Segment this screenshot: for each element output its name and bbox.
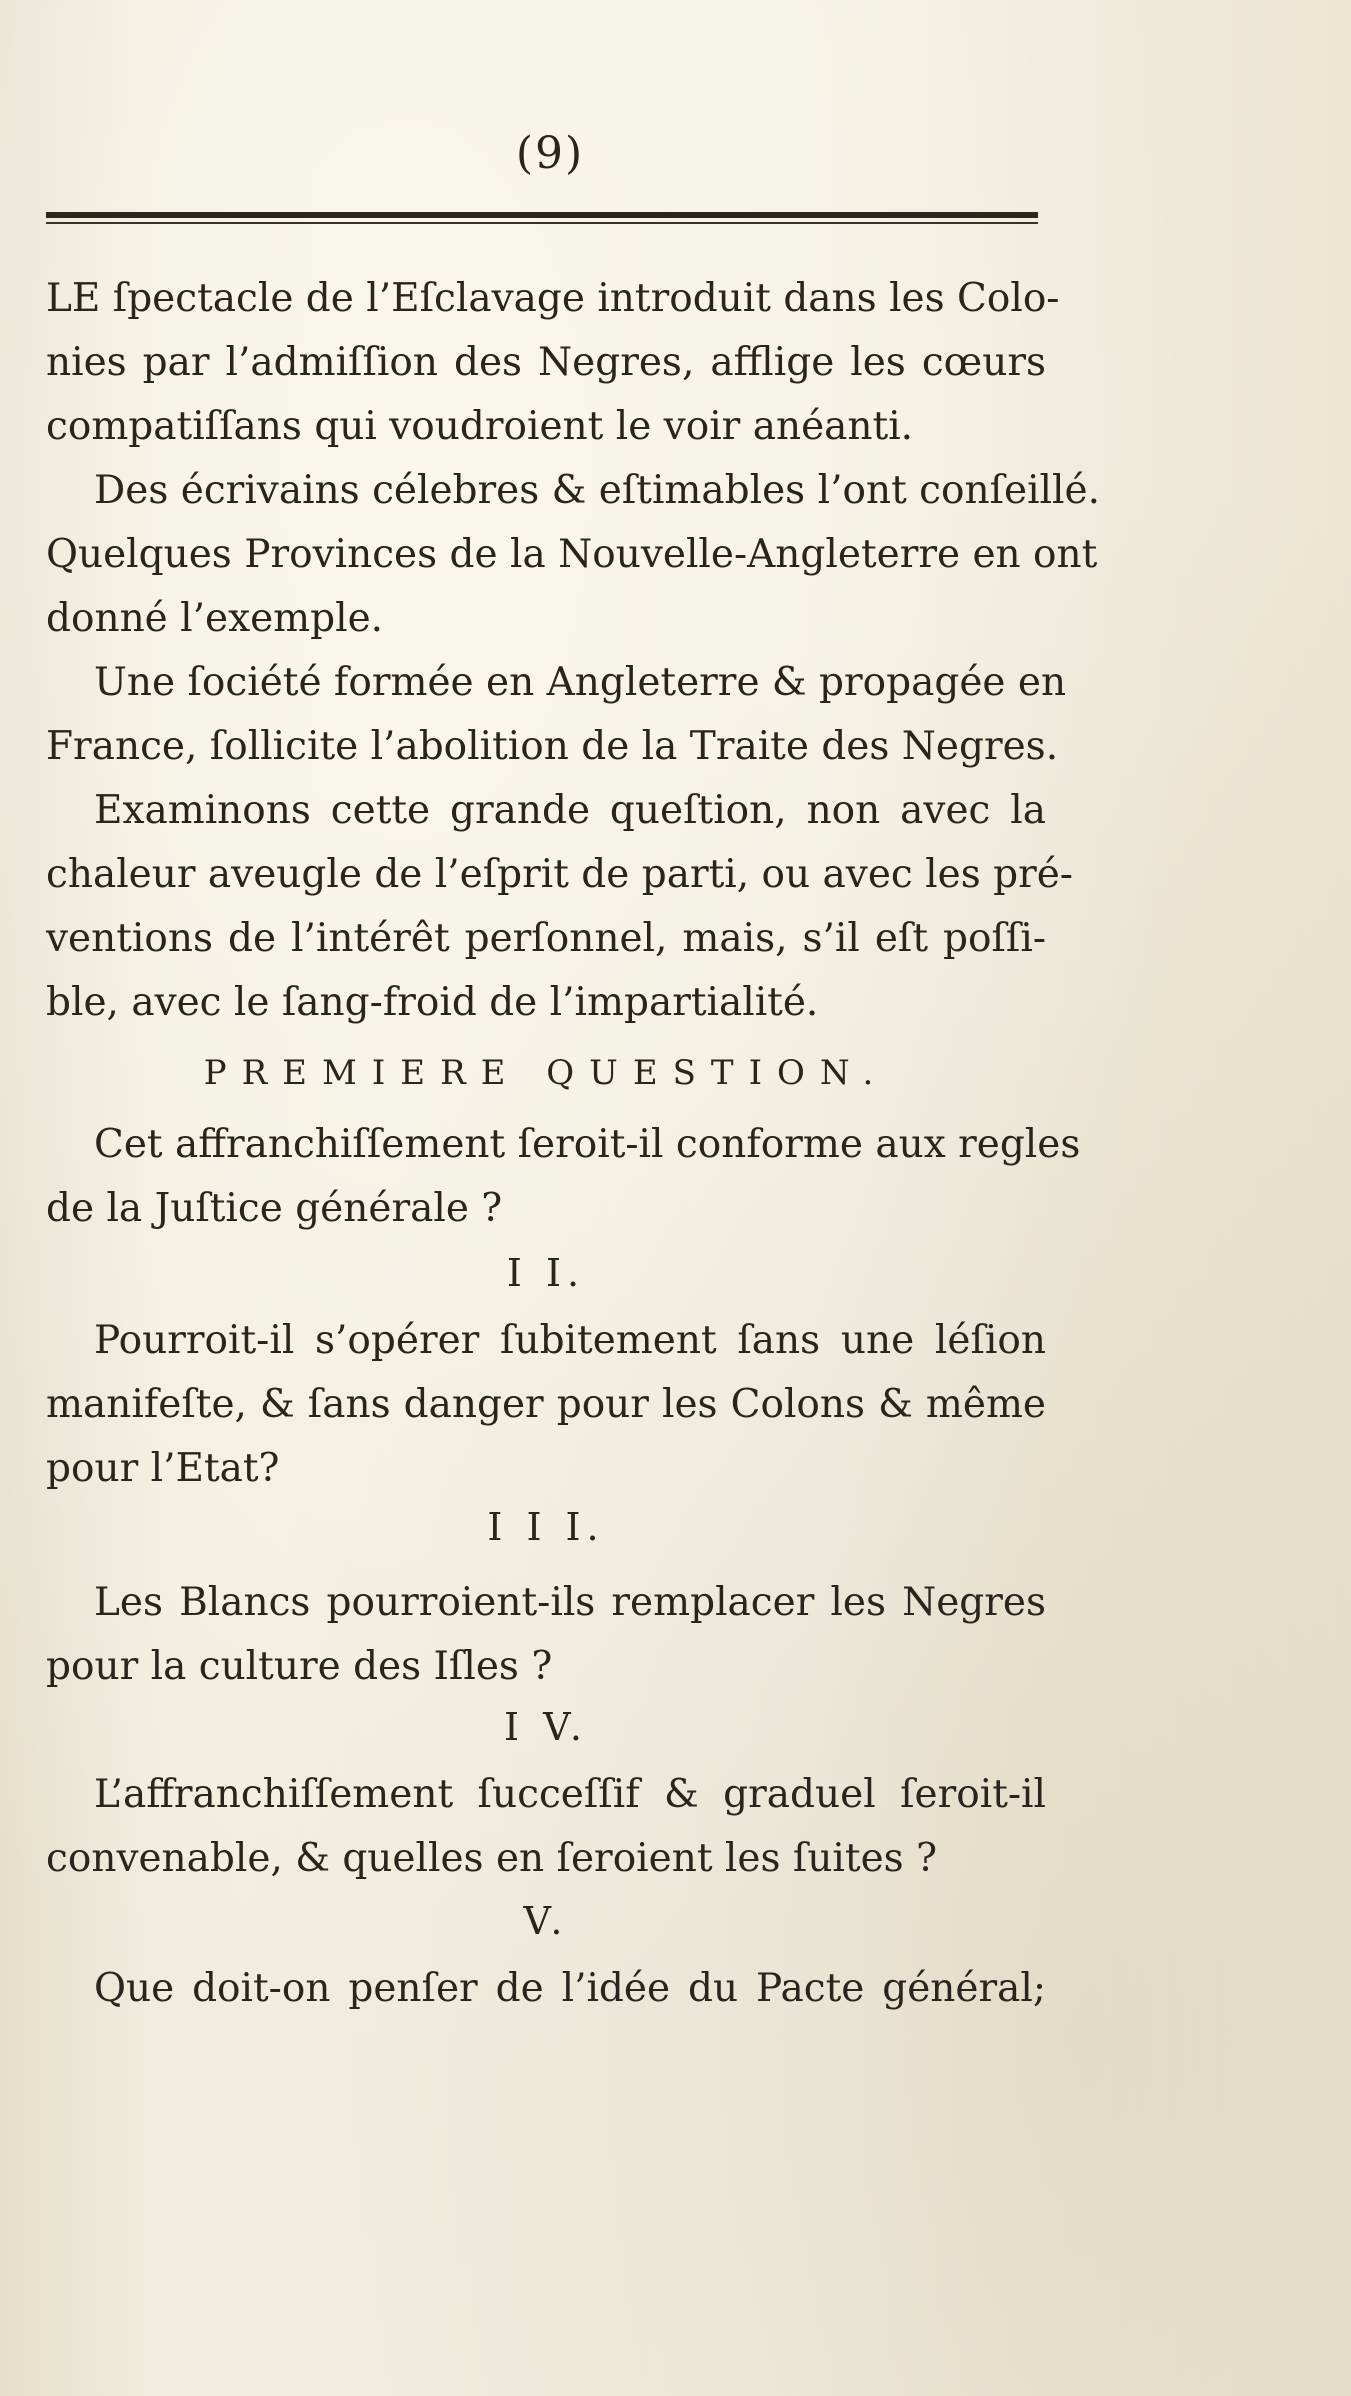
question-numeral: I V.	[504, 1705, 588, 1749]
text-line: L’affranchiſſement ſucceſſif & graduel ſeroit-il	[94, 1772, 1046, 1817]
question-numeral: I I.	[506, 1251, 586, 1295]
text-line: ventions de l’intérêt perſonnel, mais, s’il eſt poſſi-	[46, 916, 1046, 961]
page-number: (9)	[515, 128, 585, 179]
text-line: compatiſſans qui voudroient le voir anéanti.	[46, 404, 914, 449]
text-line: nies par l’admiſſion des Negres, afflige les cœurs	[46, 340, 1046, 385]
text-line: ble, avec le ſang-froid de l’impartialité.	[46, 980, 819, 1025]
text-line: convenable, & quelles en ſeroient les ſuites ?	[46, 1836, 937, 1881]
text-line: France, ſollicite l’abolition de la Traite des Negres.	[46, 724, 1059, 769]
text-line: Des écrivains célebres & eſtimables l’ont conſeillé.	[94, 468, 1100, 513]
text-line: de la Juſtice générale ?	[46, 1186, 503, 1231]
text-line: Une ſociété formée en Angleterre & propagée en	[94, 660, 1067, 705]
question-numeral: I I I.	[487, 1505, 605, 1549]
text-line: Examinons cette grande queſtion, non avec la	[94, 788, 1046, 833]
text-line: pour la culture des Iſles ?	[46, 1644, 553, 1689]
text-line: Pourroit-il s’opérer ſubitement ſans une léſion	[94, 1318, 1046, 1363]
text-line: Quelques Provinces de la Nouvelle-Angleterre en ont	[46, 532, 1098, 577]
text-line: LE ſpectacle de l’Eſclavage introduit dans les Colo-	[46, 276, 1060, 321]
text-line: chaleur aveugle de l’eſprit de parti, ou avec les pré-	[46, 852, 1073, 897]
header-rule	[46, 212, 1038, 226]
text-line: Les Blancs pourroient-ils remplacer les Negres	[94, 1580, 1046, 1625]
text-line: pour l’Etat?	[46, 1446, 280, 1491]
text-line: Que doit-on penſer de l’idée du Pacte général;	[94, 1966, 1046, 2011]
section-heading: PREMIERE QUESTION.	[203, 1053, 889, 1093]
text-line: Cet affranchiſſement ſeroit-il conforme aux regles	[94, 1122, 1081, 1167]
question-numeral: V.	[523, 1899, 569, 1943]
text-line: manifeſte, & ſans danger pour les Colons & même	[46, 1382, 1046, 1427]
text-line: donné l’exemple.	[46, 596, 384, 641]
